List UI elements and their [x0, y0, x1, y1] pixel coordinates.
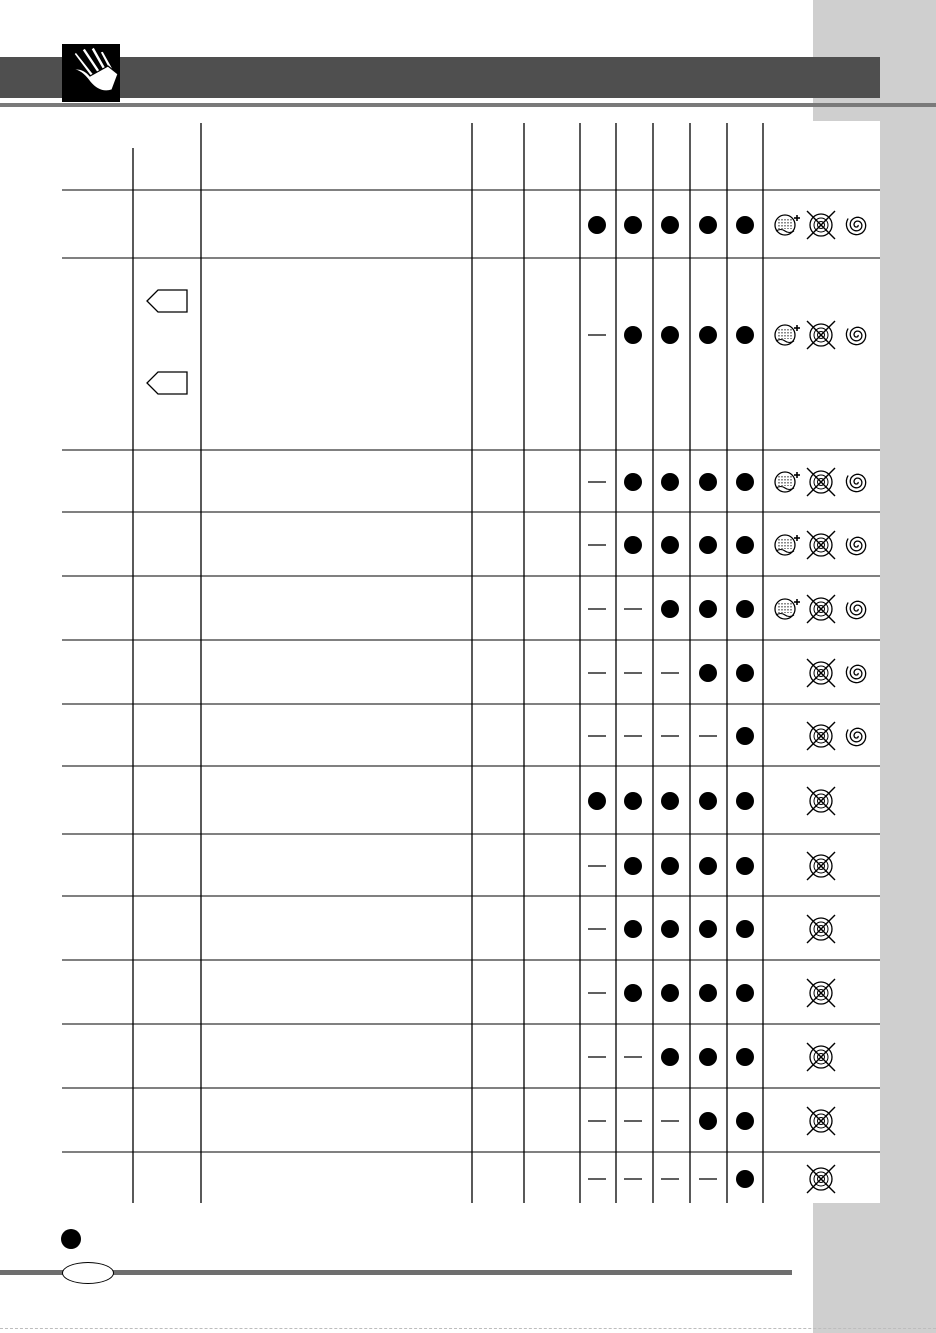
filled-dot-icon — [661, 216, 679, 234]
spiral-icon — [846, 728, 865, 745]
filled-dot-icon — [699, 473, 717, 491]
tag-label-icon — [147, 290, 187, 312]
filled-dot-icon — [624, 857, 642, 875]
filled-dot-icon — [661, 536, 679, 554]
crossed-circle-icon — [807, 1107, 835, 1135]
filled-dot-icon — [736, 216, 754, 234]
crossed-circle-icon — [807, 321, 835, 349]
filled-dot-icon — [736, 857, 754, 875]
filled-dot-icon — [624, 792, 642, 810]
crossed-circle-icon — [807, 915, 835, 943]
filled-dot-icon — [624, 326, 642, 344]
steam-plus-icon — [775, 325, 800, 345]
filled-dot-icon — [699, 920, 717, 938]
filled-dot-icon — [736, 792, 754, 810]
steam-plus-icon — [775, 535, 800, 555]
filled-dot-icon — [736, 326, 754, 344]
spiral-icon — [846, 474, 865, 491]
filled-dot-icon — [736, 920, 754, 938]
crossed-circle-icon — [807, 1165, 835, 1193]
filled-dot-icon — [736, 1170, 754, 1188]
filled-dot-icon — [661, 792, 679, 810]
filled-dot-icon — [699, 326, 717, 344]
filled-dot-icon — [699, 216, 717, 234]
filled-dot-icon — [699, 792, 717, 810]
spiral-icon — [846, 537, 865, 554]
spiral-icon — [846, 217, 865, 234]
crossed-circle-icon — [807, 979, 835, 1007]
spiral-icon — [846, 327, 865, 344]
crossed-circle-icon — [807, 722, 835, 750]
filled-dot-icon — [624, 216, 642, 234]
filled-dot-icon — [588, 216, 606, 234]
filled-dot-icon — [624, 536, 642, 554]
filled-dot-icon — [736, 536, 754, 554]
crossed-circle-icon — [807, 787, 835, 815]
page-number-oval-icon — [62, 1262, 114, 1284]
filled-dot-icon — [699, 536, 717, 554]
filled-dot-icon — [661, 920, 679, 938]
filled-dot-icon — [736, 664, 754, 682]
footer-bullet-icon — [61, 1229, 81, 1249]
filled-dot-icon — [736, 1048, 754, 1066]
filled-dot-icon — [699, 1048, 717, 1066]
crossed-circle-icon — [807, 211, 835, 239]
filled-dot-icon — [736, 1112, 754, 1130]
steam-plus-icon — [775, 472, 800, 492]
filled-dot-icon — [661, 473, 679, 491]
filled-dot-icon — [624, 473, 642, 491]
filled-dot-icon — [588, 792, 606, 810]
filled-dot-icon — [736, 600, 754, 618]
crossed-circle-icon — [807, 1043, 835, 1071]
filled-dot-icon — [699, 600, 717, 618]
filled-dot-icon — [661, 857, 679, 875]
filled-dot-icon — [736, 727, 754, 745]
filled-dot-icon — [624, 920, 642, 938]
filled-dot-icon — [624, 984, 642, 1002]
filled-dot-icon — [661, 984, 679, 1002]
filled-dot-icon — [736, 473, 754, 491]
filled-dot-icon — [661, 326, 679, 344]
filled-dot-icon — [699, 857, 717, 875]
tag-label-icon — [147, 372, 187, 394]
crossed-circle-icon — [807, 595, 835, 623]
filled-dot-icon — [661, 600, 679, 618]
steam-plus-icon — [775, 599, 800, 619]
filled-dot-icon — [699, 664, 717, 682]
steam-plus-icon — [775, 215, 800, 235]
spiral-icon — [846, 665, 865, 682]
filled-dot-icon — [699, 984, 717, 1002]
page-edge — [0, 1328, 936, 1329]
filled-dot-icon — [699, 1112, 717, 1130]
spiral-icon — [846, 601, 865, 618]
crossed-circle-icon — [807, 531, 835, 559]
footer-rule — [0, 1270, 792, 1275]
crossed-circle-icon — [807, 852, 835, 880]
filled-dot-icon — [736, 984, 754, 1002]
crossed-circle-icon — [807, 468, 835, 496]
filled-dot-icon — [661, 1048, 679, 1066]
crossed-circle-icon — [807, 659, 835, 687]
